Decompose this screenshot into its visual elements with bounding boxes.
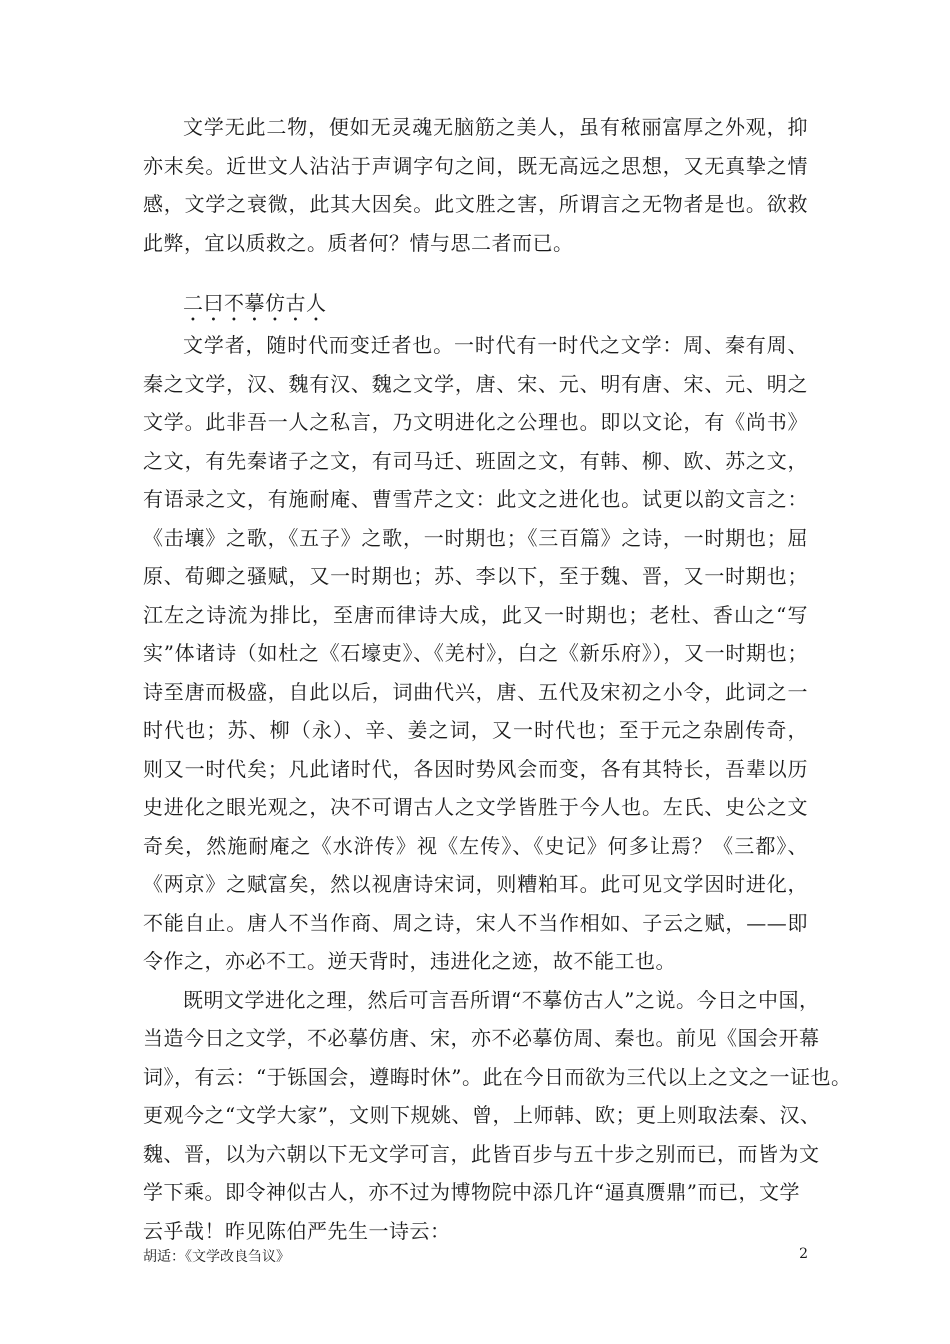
paragraph-3-line: 魏、晋，以为六朝以下无文学可言，此皆百步与五十步之别而已，而皆为文 <box>143 1141 820 1166</box>
paragraph-3-line: 既明文学进化之理，然后可言吾所谓“不摹仿古人”之说。今日之中国， <box>183 987 820 1012</box>
paragraph-3-line: 更观今之“文学大家”，文则下规姚、曾，上师韩、欧；更上则取法秦、汉、 <box>143 1103 821 1127</box>
section-heading: 二曰不摹仿古人 <box>183 291 327 315</box>
paragraph-3 <box>143 981 852 1251</box>
page-number: 2 <box>799 1246 808 1262</box>
paragraph-1: 文学无此二物，便如无灵魂无脑筋之美人，虽有秾丽富厚之外观，抑亦末矣。近世文人沾沾于声调字句之间，既无高远之思想，又无真挚之情感，文学之衰微，此其大因矣。此文胜之害，所谓言之无物者是也。欲救此弊，宜以质救之。质者何？情与思二者而已。 <box>143 115 808 255</box>
footer-source: 胡适：《文学改良刍议》 <box>143 1249 290 1265</box>
paragraph-3-line: 学下乘。即令神似古人，亦不过为博物院中添几许“逼真赝鼎”而已，文学 <box>143 1180 800 1204</box>
paragraph-3-line: 云乎哉！昨见陈伯严先生一诗云： <box>143 1218 451 1243</box>
body-text <box>143 108 852 1250</box>
paragraph-3-line: 当造今日之文学，不必摹仿唐、宋，亦不必摹仿周、秦也。前见《国会开幕 <box>143 1026 820 1050</box>
paragraph-2: 文学者，随时代而变迁者也。一时代有一时代之文学：周、秦有周、秦之文学，汉、魏有汉、魏之文学，唐、宋、元、明有唐、宋、元、明之文学。此非吾一人之私言，乃文明进化之公理也。即以文论，有《尚书》之文，有先秦诸子之文，有司马迁、班固之文，有韩、柳、欧、苏之文，有语录之文，有施耐庵、曹雪芹之文：此文之进化也。试更以韵文言之：《击壤》之歌，《五子》之歌，一时期也；《三百篇》之诗，一时期也；屈原、荀卿之骚赋，又一时期也；苏、李以下，至于魏、晋，又一时期也；江左之诗流为排比，至唐而律诗大成，此又一时期也；老杜、香山之“写实”体诸诗（如杜之《石壕吏》、《羌村》，白之《新乐府》），又一时期也；诗至唐而极盛，自此以后，词曲代兴，唐、五代及宋初之小令，此词之一时代也；苏、柳（永）、辛、姜之词，又一时代也；至于元之杂剧传奇，则又一时代矣；凡此诸时代，各因时势风会而变，各有其特长，吾辈以历史进化之眼光观之，决不可谓古人之文学皆胜于今人也。左氏、史公之文奇矣，然施耐庵之《水浒传》视《左传》、《史记》何多让焉？《三都》、《两京》之赋富矣，然以视唐诗宋词，则糟粕耳。此可见文学因时进化，不能自止。唐人不当作商、周之诗，宋人不当作相如、子云之赋，——即令作之，亦必不工。逆天背时，违进化之迹，故不能工也。 <box>143 333 808 973</box>
paragraph-3-line: 词》，有云：“于铄国会，遵晦时休”。此在今日而欲为三代以上之文之一证也。 <box>143 1064 852 1089</box>
page-footer <box>143 1246 808 1266</box>
